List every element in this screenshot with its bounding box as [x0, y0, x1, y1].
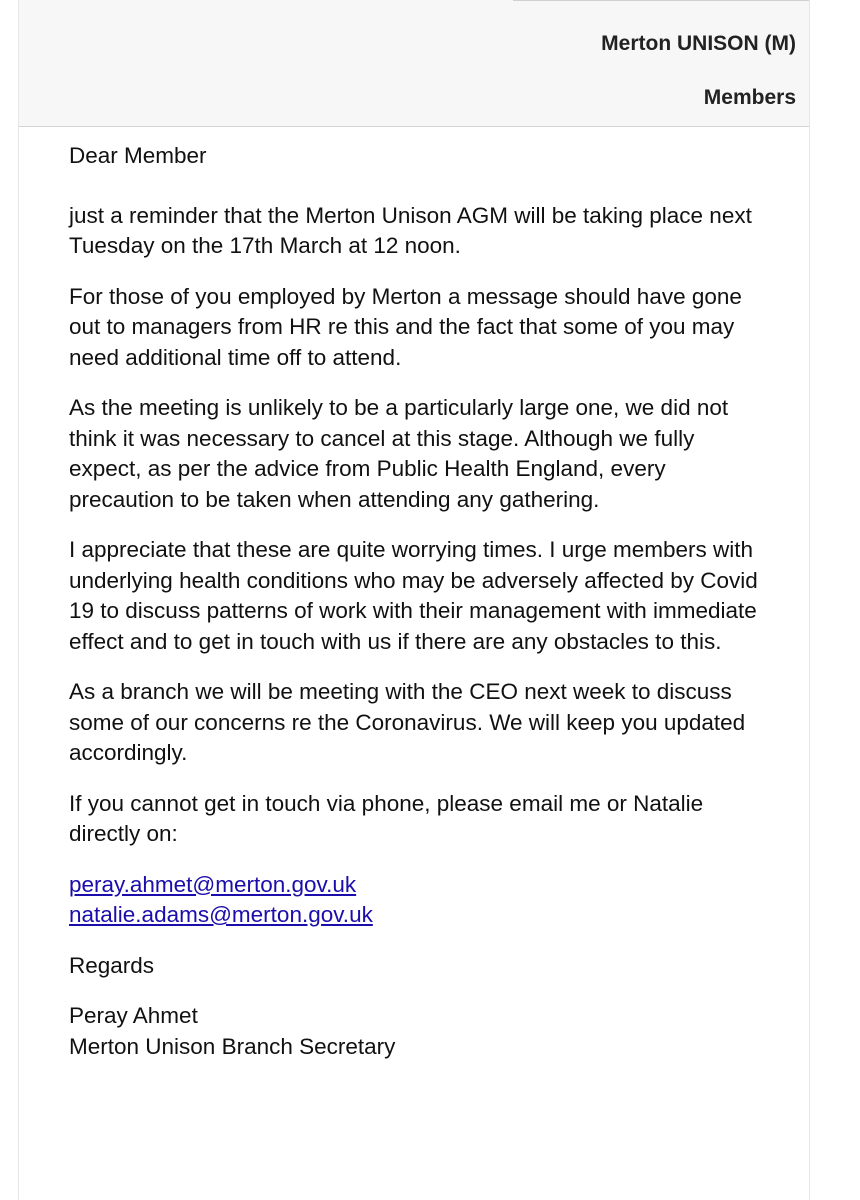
signature-name: Peray Ahmet [69, 1003, 198, 1028]
email-link-natalie[interactable]: natalie.adams@merton.gov.uk [69, 902, 373, 927]
paragraph-ceo-meeting: As a branch we will be meeting with the CEO next week to discuss some of our concerns re the Coronavirus. We will keep you updated accordingly. [69, 679, 746, 765]
email-link-peray[interactable]: peray.ahmet@merton.gov.uk [69, 871, 357, 897]
header-divider [513, 0, 809, 1]
signature [69, 1001, 769, 1062]
email-body [69, 141, 769, 1082]
greeting: Dear Member [69, 143, 207, 168]
paragraph-agm-reminder: just a reminder that the Merton Unison AGM will be taking place next Tuesday on the 17th March at 12 noon. [69, 202, 752, 258]
paragraph-contact: If you cannot get in touch via phone, please email me or Natalie directly on: [69, 790, 704, 846]
signature-title: Merton Unison Branch Secretary [69, 1033, 396, 1059]
paragraph-meeting-size: As the meeting is unlikely to be a particularly large one, we did not think it was necessary to cancel at this stage. Although we fully expect, as per the advice from Public Health England, every precaution to be taken when attending any gathering. [69, 395, 729, 512]
paragraph-hr-message: For those of you employed by Merton a message should have gone out to managers from HR re this and the fact that some of you may need additional time off to attend. [69, 283, 742, 370]
email-header [19, 0, 809, 127]
paragraph-health-conditions: I appreciate that these are quite worrying times. I urge members with underlying health conditions who may be adversely affected by Covid 19 to discuss patterns of work with their management with immediate effect and to get in touch with us if there are any obstacles to this. [69, 537, 758, 654]
email-links [69, 870, 769, 931]
email-view [18, 0, 810, 1200]
sender-name[interactable]: Merton UNISON (M) [601, 32, 796, 55]
closing: Regards [69, 952, 155, 978]
recipient-name[interactable]: Members [703, 86, 796, 109]
